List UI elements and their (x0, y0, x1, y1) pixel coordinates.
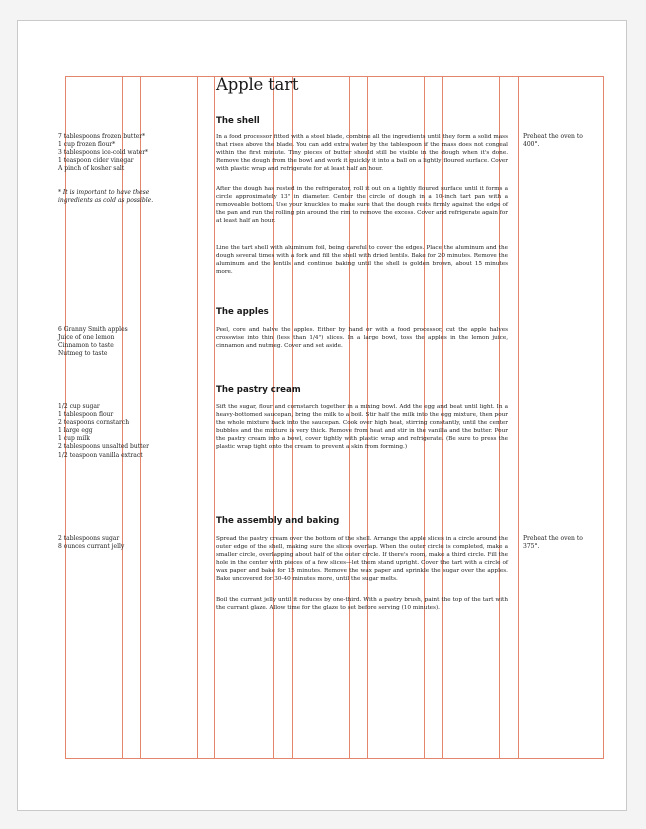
ingredient-item: 6 Granny Smith apples (58, 326, 128, 333)
ingredient-item: 2 teaspoons cornstarch (58, 419, 130, 427)
ingredient-list-pastry-cream (58, 403, 176, 460)
ingredient-item: 2 tablespoons unsalted butter (58, 443, 149, 451)
guide-line-top (65, 76, 603, 77)
ingredient-item: 3 tablespoons ice-cold water* (58, 149, 149, 157)
paragraph-shell-1: In a food processor fitted with a steel blade, combine all the ingredients until they form a solid mass that rises above the blade. You can add extra water by the tablespoon if the mass does not congeal within the first minute. Tiny pieces of butter should still be visible in the dough when it's done. Remove the dough from the bowl and work it quickly it into a ball on a lightly floured surface. Cover with plastic wrap and refrigerate for at least half an hour. (216, 134, 508, 173)
side-note-assembly: Preheat the oven to 375°. (523, 535, 583, 551)
section-heading-assembly: The assembly and baking (216, 516, 340, 526)
ingredient-list-assembly (58, 535, 176, 551)
ingredient-note: * It is important to have these ingredients as cold as possible. (58, 189, 154, 205)
ingredient-item: 1/2 cup sugar (58, 403, 100, 410)
side-note-shell: Preheat the oven to 400°. (523, 133, 583, 149)
guide-line-vertical (518, 76, 519, 759)
ingredient-item: 1 large egg (58, 427, 93, 435)
guide-line-vertical (603, 76, 604, 759)
guide-line-bottom (65, 758, 603, 759)
paragraph-pastry-cream-1: Sift the sugar, flour and cornstarch together in a mixing bowl. Add the egg and beat until light. In a heavy-bottomed saucepan, bring the milk to a boil. Stir half the milk into the egg mixture, then pour the whole mixture back into the saucepan. Cook over high heat, stirring constantly, until the center bubbles and the mixture is very thick. Remove from heat and stir in the vanilla and the butter. Pour the pastry cream into a bowl, cover tightly with plastic wrap and refrigerate. (Be sure to press the plastic wrap tight onto the cream to prevent a skin from forming.) (216, 404, 508, 451)
guide-line-vertical (214, 76, 215, 759)
page-title: Apple tart (216, 75, 299, 94)
ingredient-item: Nutmeg to taste (58, 350, 108, 358)
ingredient-list-apples (58, 326, 176, 358)
ingredient-item: 1 teaspoon cider vinegar (58, 157, 134, 165)
paragraph-assembly-2: Boil the currant jelly until it reduces by one-third. With a pastry brush, paint the top of the tart with the currant glaze. Allow time for the glaze to set before serving (10 minutes). (216, 597, 508, 612)
ingredient-item: Cinnamon to taste (58, 342, 114, 350)
document-page (17, 20, 627, 811)
ingredient-item: 1/2 teaspoon vanilla extract (58, 451, 143, 459)
paragraph-apples-1: Peel, core and halve the apples. Either by hand or with a food processor, cut the apple halves crosswise into thin (less than 1/4") slices. In a large bowl, toss the apples in the lemon juice, cinnamon and nutmeg. Cover and set aside. (216, 327, 508, 350)
ingredient-item: 2 tablespoons sugar (58, 535, 120, 542)
guide-line-vertical (197, 76, 198, 759)
section-heading-apples: The apples (216, 307, 269, 317)
paragraph-shell-2: After the dough has rested in the refrigerator, roll it out on a lightly floured surface until it forms a circle approximately 13" in diameter. Center the circle of dough in a 10-inch tart pan with a removeable bottom. Use your knuckles to make sure that the dough rests firmly against the edge of the pan and run the rolling pin around the rim to remove the excess. Cover and refrigerate again for at least half an hour. (216, 186, 508, 225)
section-heading-pastry-cream: The pastry cream (216, 385, 301, 395)
ingredient-item: 8 ounces currant jelly (58, 543, 125, 551)
ingredient-item: 1 cup frozen flour* (58, 141, 116, 149)
ingredient-item: 1 tablespoon flour (58, 411, 114, 419)
ingredient-item: A pinch of kosher salt (58, 165, 125, 173)
ingredient-item: Juice of one lemon (58, 334, 115, 342)
paragraph-shell-3: Line the tart shell with aluminum foil, being careful to cover the edges. Place the aluminum and the dough several times with a fork and fill the shell with dried lentils. Bake for 20 minutes. Remove the aluminum and the lentils and continue baking until the shell is golden brown, about 15 minutes more. (216, 245, 508, 276)
ingredient-item: 1 cup milk (58, 435, 90, 443)
section-heading-shell: The shell (216, 116, 260, 126)
paragraph-assembly-1: Spread the pastry cream over the bottom of the shell. Arrange the apple slices in a circle around the outer edge of the shell, making sure the slices overlap. When the outer circle is completed, make a smaller circle, overlapping about half of the outer circle. If there's room, make a third circle. Fill the hole in the center with pieces of a few slices—let them stand upright. Cover the tart with a circle of wax paper and bake for 15 minutes. Remove the wax paper and sprinkle the sugar over the apples. Bake uncovered for 30-40 minutes more, until the sugar melts. (216, 536, 508, 583)
ingredient-item: 7 tablespoons frozen butter* (58, 133, 146, 140)
ingredient-list-shell (58, 133, 176, 173)
